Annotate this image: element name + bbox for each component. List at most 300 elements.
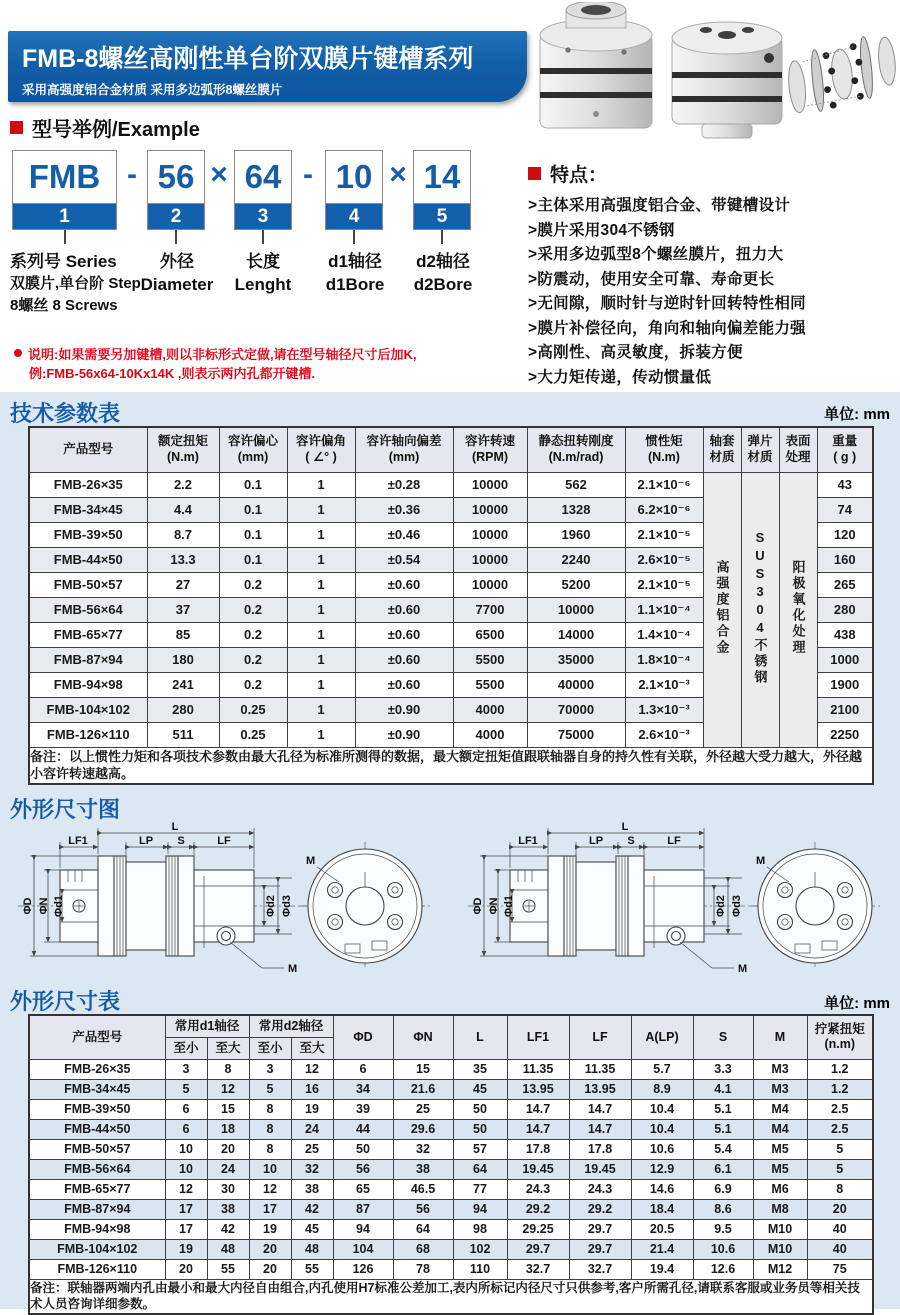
- tech-cell: 562: [527, 472, 625, 497]
- dimension-table: [28, 1014, 874, 1315]
- dim-cell: 11.35: [569, 1059, 631, 1079]
- tech-cell: 1960: [527, 522, 625, 547]
- connector-tick: [64, 230, 66, 244]
- dim-cell: 10.6: [693, 1239, 753, 1259]
- dim-cell: 38: [291, 1179, 333, 1199]
- dim-table-row: [29, 1199, 873, 1219]
- tech-table-title: 技术参数表: [10, 401, 121, 426]
- tech-table-row: [29, 472, 873, 497]
- dim-cell: 13.95: [569, 1079, 631, 1099]
- segment-number: 5: [413, 204, 471, 230]
- dim-header-row-1: [29, 1015, 873, 1037]
- tech-column-header: 静态扭转刚度 (N.m/rad): [527, 427, 625, 472]
- tech-cell: 1: [287, 697, 355, 722]
- tech-cell: 2.1×10⁻³: [625, 672, 703, 697]
- tech-cell: ±0.60: [355, 597, 453, 622]
- tech-cell: 10000: [453, 522, 527, 547]
- tech-cell: 511: [147, 722, 219, 747]
- tech-cell: 1: [287, 647, 355, 672]
- dim-cell: 13.95: [507, 1079, 569, 1099]
- dim-cell: 19.45: [507, 1159, 569, 1179]
- tech-cell: 2.1×10⁻⁵: [625, 572, 703, 597]
- dim-cell: 29.7: [569, 1239, 631, 1259]
- dim-cell: 29.2: [507, 1199, 569, 1219]
- model-number-breakdown: [0, 150, 525, 345]
- tech-cell: 1: [287, 672, 355, 697]
- dim-cell: 14.7: [569, 1099, 631, 1119]
- dim-cell: 87: [333, 1199, 393, 1219]
- dim-cell: 75: [807, 1259, 873, 1279]
- dim-cell: 19: [165, 1239, 207, 1259]
- dim-header-model: 产品型号: [29, 1015, 165, 1059]
- separator-dash: -: [303, 158, 313, 191]
- segment-value: 56: [147, 150, 205, 204]
- connector-tick: [262, 230, 264, 244]
- tech-cell: ±0.90: [355, 697, 453, 722]
- dim-cell: 30: [207, 1179, 249, 1199]
- dim-cell: M10: [753, 1239, 807, 1259]
- tech-cell: 1.3×10⁻³: [625, 697, 703, 722]
- dim-cell: FMB-104×102: [29, 1239, 165, 1259]
- dim-cell: 5: [807, 1159, 873, 1179]
- segment-number: 4: [325, 204, 383, 230]
- feature-item: >高刚性、高灵敏度，拆装方便: [528, 344, 743, 361]
- tech-cell: 1328: [527, 497, 625, 522]
- tech-cell: 1000: [817, 647, 873, 672]
- dim-cell: 19.4: [631, 1259, 693, 1279]
- tech-cell: 1900: [817, 672, 873, 697]
- tech-cell: FMB-94×98: [29, 672, 147, 697]
- dim-cell: FMB-34×45: [29, 1079, 165, 1099]
- dim-cell: 29.6: [393, 1119, 453, 1139]
- tech-cell: 160: [817, 547, 873, 572]
- dim-cell: 8.6: [693, 1199, 753, 1219]
- segment-number: 2: [147, 204, 205, 230]
- tech-cell: 0.1: [219, 472, 287, 497]
- tech-cell: 1: [287, 547, 355, 572]
- dim-cell: 42: [207, 1219, 249, 1239]
- tech-cell: 2250: [817, 722, 873, 747]
- dim-table-row: [29, 1119, 873, 1139]
- dim-cell: 102: [453, 1239, 507, 1259]
- dim-cell: 29.2: [569, 1199, 631, 1219]
- dim-cell: 12.9: [631, 1159, 693, 1179]
- dim-cell: 45: [291, 1219, 333, 1239]
- tech-cell: 1: [287, 722, 355, 747]
- segment-label-diameter: 外径 Diameter: [140, 252, 214, 294]
- feature-list: [528, 194, 898, 415]
- dim-cell: FMB-87×94: [29, 1199, 165, 1219]
- dim-cell: 32: [291, 1159, 333, 1179]
- feature-item: >膜片补偿径向，角向和轴向偏差能力强: [528, 319, 806, 337]
- tech-cell: 2.1×10⁻⁶: [625, 472, 703, 497]
- dim-cell: 12: [165, 1179, 207, 1199]
- tech-column-header: 容许偏角 ( ∠° ): [287, 427, 355, 472]
- dim-cell: 34: [333, 1079, 393, 1099]
- features-heading-text: 特点：: [550, 165, 608, 186]
- tech-cell: 70000: [527, 697, 625, 722]
- dim-header-ALP: A(LP): [631, 1015, 693, 1059]
- tech-cell: 27: [147, 572, 219, 597]
- dim-cell: M4: [753, 1099, 807, 1119]
- product-photo-coupling-2: [672, 22, 782, 138]
- product-photo-coupling-1: [540, 2, 652, 128]
- dim-header-LF: LF: [569, 1015, 631, 1059]
- dim-cell: 8: [249, 1099, 291, 1119]
- feature-item: >防震动，使用安全可靠、寿命更长: [528, 270, 775, 288]
- dim-cell: 17: [165, 1219, 207, 1239]
- dim-cell: 11.35: [507, 1059, 569, 1079]
- dim-table-unit: 单位: mm: [824, 995, 890, 1012]
- tech-cell: 6.2×10⁻⁶: [625, 497, 703, 522]
- tech-table-unit: 单位: mm: [824, 406, 890, 423]
- dim-cell: M12: [753, 1259, 807, 1279]
- separator-dash: -: [127, 158, 137, 191]
- dim-cell: 29.25: [507, 1219, 569, 1239]
- tech-cell: 1: [287, 497, 355, 522]
- dim-cell: 40: [807, 1219, 873, 1239]
- dim-cell: 50: [453, 1119, 507, 1139]
- dim-cell: M3: [753, 1059, 807, 1079]
- dim-cell: 35: [453, 1059, 507, 1079]
- dim-cell: 10.4: [631, 1119, 693, 1139]
- segment-label-d2bore: d2轴径 d2Bore: [413, 252, 473, 294]
- tech-cell: 180: [147, 647, 219, 672]
- tech-cell: 74: [817, 497, 873, 522]
- dim-cell: 25: [393, 1099, 453, 1119]
- tech-column-header: 轴套 材质: [703, 427, 741, 472]
- dim-cell: 56: [393, 1199, 453, 1219]
- tech-cell: 0.2: [219, 622, 287, 647]
- keyway-note-line2: 例:FMB-56x64-10Kx14K ,则表示两内孔都开键槽.: [29, 365, 316, 381]
- tech-cell: ±0.54: [355, 547, 453, 572]
- tech-cell: 5500: [453, 647, 527, 672]
- tech-cell: 0.1: [219, 522, 287, 547]
- tech-cell: ±0.60: [355, 572, 453, 597]
- tech-cell: FMB-126×110: [29, 722, 147, 747]
- dim-cell: 10: [165, 1139, 207, 1159]
- header-banner: [8, 31, 527, 102]
- dim-cell: 1.2: [807, 1079, 873, 1099]
- dim-cell: 4.1: [693, 1079, 753, 1099]
- tech-column-header: 表面 处理: [779, 427, 817, 472]
- dim-cell: 78: [393, 1259, 453, 1279]
- dim-table-row: [29, 1139, 873, 1159]
- dim-cell: M4: [753, 1119, 807, 1139]
- dim-header-d2-group: 常用d2轴径: [249, 1015, 333, 1037]
- dim-cell: 110: [453, 1259, 507, 1279]
- dim-table-row: [29, 1179, 873, 1199]
- dim-cell: 50: [333, 1139, 393, 1159]
- tech-cell: 0.2: [219, 647, 287, 672]
- dim-cell: 104: [333, 1239, 393, 1259]
- dim-cell: 55: [291, 1259, 333, 1279]
- dim-header-d1-group: 常用d1轴径: [165, 1015, 249, 1037]
- tech-cell: 10000: [453, 497, 527, 522]
- dim-cell: 8.9: [631, 1079, 693, 1099]
- dim-cell: 5: [807, 1139, 873, 1159]
- dim-cell: M5: [753, 1139, 807, 1159]
- dim-cell: FMB-94×98: [29, 1219, 165, 1239]
- tech-cell: 85: [147, 622, 219, 647]
- tech-cell: 40000: [527, 672, 625, 697]
- tech-cell: 1.8×10⁻⁴: [625, 647, 703, 672]
- connector-tick: [441, 230, 443, 244]
- dim-cell: 20: [165, 1259, 207, 1279]
- tech-cell: 2.2: [147, 472, 219, 497]
- dim-cell: 21.4: [631, 1239, 693, 1259]
- tech-cell: 0.2: [219, 572, 287, 597]
- dim-cell: 14.7: [569, 1119, 631, 1139]
- feature-item: >采用多边弧型8个螺丝膜片，扭力大: [528, 246, 784, 263]
- dim-cell: M8: [753, 1199, 807, 1219]
- tech-column-header: 重量 ( g ): [817, 427, 873, 472]
- dim-table-row: [29, 1159, 873, 1179]
- page-subtitle: 采用高强度铝合金材质 采用多边弧形8螺丝膜片: [22, 83, 283, 97]
- tech-cell: 6500: [453, 622, 527, 647]
- tech-cell: 13.3: [147, 547, 219, 572]
- dim-cell: 94: [453, 1199, 507, 1219]
- material-cell-sleeve: 高强度铝合金: [703, 472, 741, 747]
- dim-cell: 19.45: [569, 1159, 631, 1179]
- dim-table-row: [29, 1259, 873, 1279]
- dim-cell: 15: [207, 1099, 249, 1119]
- dim-cell: 25: [291, 1139, 333, 1159]
- dim-cell: 38: [393, 1159, 453, 1179]
- tech-column-header: 产品型号: [29, 427, 147, 472]
- example-heading-text: 型号举例/Example: [32, 119, 200, 141]
- tech-column-header: 容许偏心 (mm): [219, 427, 287, 472]
- diagram-title: 外形尺寸图: [10, 797, 121, 822]
- tech-parameters-table: [28, 426, 874, 785]
- dim-table-row: [29, 1099, 873, 1119]
- tech-cell: 43: [817, 472, 873, 497]
- tech-cell: 0.2: [219, 597, 287, 622]
- tech-cell: 241: [147, 672, 219, 697]
- dim-cell: 40: [807, 1239, 873, 1259]
- dim-cell: 2.5: [807, 1099, 873, 1119]
- keyway-note-line1: 说明:如果需要另加键槽,则以非标形式定做,请在型号轴径尺寸后加K,: [28, 347, 417, 362]
- dim-cell: 16: [291, 1079, 333, 1099]
- page-title: FMB-8螺丝高刚性单台阶双膜片键槽系列: [22, 45, 474, 73]
- tech-cell: ±0.60: [355, 672, 453, 697]
- tech-cell: 10000: [453, 547, 527, 572]
- dim-table-row: [29, 1079, 873, 1099]
- dim-cell: 14.7: [507, 1119, 569, 1139]
- tech-cell: 1: [287, 572, 355, 597]
- dim-cell: 44: [333, 1119, 393, 1139]
- tech-cell: 1.4×10⁻⁴: [625, 622, 703, 647]
- dim-cell: 17.8: [569, 1139, 631, 1159]
- tech-cell: ±0.46: [355, 522, 453, 547]
- tech-cell: 10000: [527, 597, 625, 622]
- segment-value: 64: [234, 150, 292, 204]
- tech-cell: 5200: [527, 572, 625, 597]
- tech-cell: 2100: [817, 697, 873, 722]
- connector-tick: [175, 230, 177, 244]
- dim-cell: 24: [291, 1119, 333, 1139]
- segment-label-length: 长度 Lenght: [234, 252, 292, 294]
- dim-table-note: 备注：联轴器两端内孔由最小和最大内径自由组合,内孔使用H7标准公差加工,表内所标记内径尺寸只供参考,客户所需孔径,请联系客服或业务员等相关技术人员咨询详细参数。: [29, 1279, 873, 1314]
- dim-table-row: [29, 1059, 873, 1079]
- dim-cell: 32.7: [507, 1259, 569, 1279]
- dim-cell: 10.6: [631, 1139, 693, 1159]
- model-segment-d1bore: [325, 150, 383, 244]
- tech-cell: 10000: [453, 472, 527, 497]
- dim-header-d1-max: 至大: [207, 1037, 249, 1059]
- tech-cell: 35000: [527, 647, 625, 672]
- tech-cell: 280: [817, 597, 873, 622]
- tech-cell: FMB-104×102: [29, 697, 147, 722]
- dim-cell: 29.7: [569, 1219, 631, 1239]
- dim-cell: 17: [165, 1199, 207, 1219]
- features-panel: [528, 160, 898, 415]
- dim-cell: 32.7: [569, 1259, 631, 1279]
- tech-cell: ±0.90: [355, 722, 453, 747]
- separator-times: ×: [210, 158, 228, 191]
- dimension-diagram: [12, 820, 888, 992]
- dim-cell: 12.6: [693, 1259, 753, 1279]
- dim-cell: 17.8: [507, 1139, 569, 1159]
- dim-cell: 8: [249, 1139, 291, 1159]
- tech-cell: 2.6×10⁻³: [625, 722, 703, 747]
- dim-header-d2-max: 至大: [291, 1037, 333, 1059]
- dim-cell: 8: [249, 1119, 291, 1139]
- tech-cell: 1: [287, 522, 355, 547]
- dim-cell: 17: [249, 1199, 291, 1219]
- keyway-note: [14, 346, 519, 384]
- tech-cell: 75000: [527, 722, 625, 747]
- segment-number: 3: [234, 204, 292, 230]
- tech-cell: FMB-50×57: [29, 572, 147, 597]
- dim-header-M: M: [753, 1015, 807, 1059]
- dim-cell: 24: [207, 1159, 249, 1179]
- separator-times: ×: [389, 158, 407, 191]
- dim-cell: 5.1: [693, 1099, 753, 1119]
- dim-cell: 48: [291, 1239, 333, 1259]
- dim-cell: 6.1: [693, 1159, 753, 1179]
- red-dot-bullet-icon: [14, 349, 22, 357]
- tech-column-header: 弹片 材质: [741, 427, 779, 472]
- feature-item: >主体采用高强度铝合金、带键槽设计: [528, 197, 791, 214]
- dim-cell: FMB-26×35: [29, 1059, 165, 1079]
- dim-cell: 10: [249, 1159, 291, 1179]
- segment-value: 10: [325, 150, 383, 204]
- dim-cell: 5: [165, 1079, 207, 1099]
- tech-cell: 0.25: [219, 697, 287, 722]
- connector-tick: [353, 230, 355, 244]
- tech-note-row: [29, 747, 873, 784]
- dim-cell: 126: [333, 1259, 393, 1279]
- tech-cell: 0.1: [219, 497, 287, 522]
- tech-cell: FMB-65×77: [29, 622, 147, 647]
- dim-cell: 46.5: [393, 1179, 453, 1199]
- dim-cell: M3: [753, 1079, 807, 1099]
- dim-cell: M10: [753, 1219, 807, 1239]
- model-segment-d2bore: [413, 150, 471, 244]
- tech-cell: 8.7: [147, 522, 219, 547]
- tech-cell: 1: [287, 622, 355, 647]
- dim-table-title: 外形尺寸表: [10, 989, 121, 1014]
- tech-cell: 438: [817, 622, 873, 647]
- dim-cell: 20: [249, 1259, 291, 1279]
- dim-cell: 45: [453, 1079, 507, 1099]
- tech-cell: FMB-44×50: [29, 547, 147, 572]
- material-cell-diaphragm: SUS304不锈钢: [741, 472, 779, 747]
- dim-cell: FMB-39×50: [29, 1099, 165, 1119]
- dim-cell: 12: [249, 1179, 291, 1199]
- dim-cell: 8: [207, 1059, 249, 1079]
- model-segment-length: [234, 150, 292, 244]
- dim-cell: 10: [165, 1159, 207, 1179]
- tech-cell: 0.2: [219, 672, 287, 697]
- dim-cell: 6.9: [693, 1179, 753, 1199]
- tech-cell: ±0.36: [355, 497, 453, 522]
- dim-header-d1-min: 至小: [165, 1037, 207, 1059]
- dim-cell: 18: [207, 1119, 249, 1139]
- dim-cell: 3: [165, 1059, 207, 1079]
- dim-cell: 19: [249, 1219, 291, 1239]
- segment-label-d1bore: d1轴径 d1Bore: [325, 252, 385, 294]
- product-photo-exploded-view: [785, 34, 898, 115]
- dim-cell: 19: [291, 1099, 333, 1119]
- dim-cell: 5.1: [693, 1119, 753, 1139]
- dim-cell: 24.3: [507, 1179, 569, 1199]
- dim-cell: 5.7: [631, 1059, 693, 1079]
- tech-cell: 37: [147, 597, 219, 622]
- segment-label-series: 系列号 Series 双膜片,单台阶 Step 8螺丝 8 Screws: [10, 252, 141, 314]
- dim-cell: FMB-65×77: [29, 1179, 165, 1199]
- tech-cell: 1: [287, 472, 355, 497]
- dim-cell: 18.4: [631, 1199, 693, 1219]
- example-section-heading: [10, 113, 200, 142]
- dim-cell: 20.5: [631, 1219, 693, 1239]
- tech-cell: ±0.28: [355, 472, 453, 497]
- dim-cell: 39: [333, 1099, 393, 1119]
- dim-cell: FMB-44×50: [29, 1119, 165, 1139]
- tech-cell: 4000: [453, 722, 527, 747]
- red-square-bullet-icon: [528, 167, 541, 180]
- tech-column-header: 容许轴向偏差 (mm): [355, 427, 453, 472]
- tech-cell: 10000: [453, 572, 527, 597]
- segment-value: FMB: [12, 150, 117, 204]
- dim-cell: 5: [249, 1079, 291, 1099]
- dim-cell: 20: [249, 1239, 291, 1259]
- dim-cell: 64: [393, 1219, 453, 1239]
- tech-column-header: 额定扭矩 (N.m): [147, 427, 219, 472]
- dim-header-S: S: [693, 1015, 753, 1059]
- model-segment-series: [12, 150, 117, 244]
- dim-cell: 5.4: [693, 1139, 753, 1159]
- dim-cell: 68: [393, 1239, 453, 1259]
- dim-cell: 9.5: [693, 1219, 753, 1239]
- dim-cell: 20: [807, 1199, 873, 1219]
- tech-cell: 265: [817, 572, 873, 597]
- dim-cell: 14.6: [631, 1179, 693, 1199]
- dim-cell: 12: [207, 1079, 249, 1099]
- tech-cell: FMB-34×45: [29, 497, 147, 522]
- dim-cell: 6: [165, 1119, 207, 1139]
- dim-cell: 3: [249, 1059, 291, 1079]
- dim-cell: FMB-50×57: [29, 1139, 165, 1159]
- tech-cell: 1.1×10⁻⁴: [625, 597, 703, 622]
- dim-header-d2-min: 至小: [249, 1037, 291, 1059]
- dim-cell: 50: [453, 1099, 507, 1119]
- segment-number: 1: [12, 204, 117, 230]
- tech-cell: 2.6×10⁻⁵: [625, 547, 703, 572]
- dim-cell: M5: [753, 1159, 807, 1179]
- tech-table-note: 备注：以上惯性力矩和各项技术参数由最大孔径为标准所测得的数据，最大额定扭矩值跟联轴器自身的持久性有关联，外径越大受力越大，外径越小容许转速越高。: [29, 747, 873, 784]
